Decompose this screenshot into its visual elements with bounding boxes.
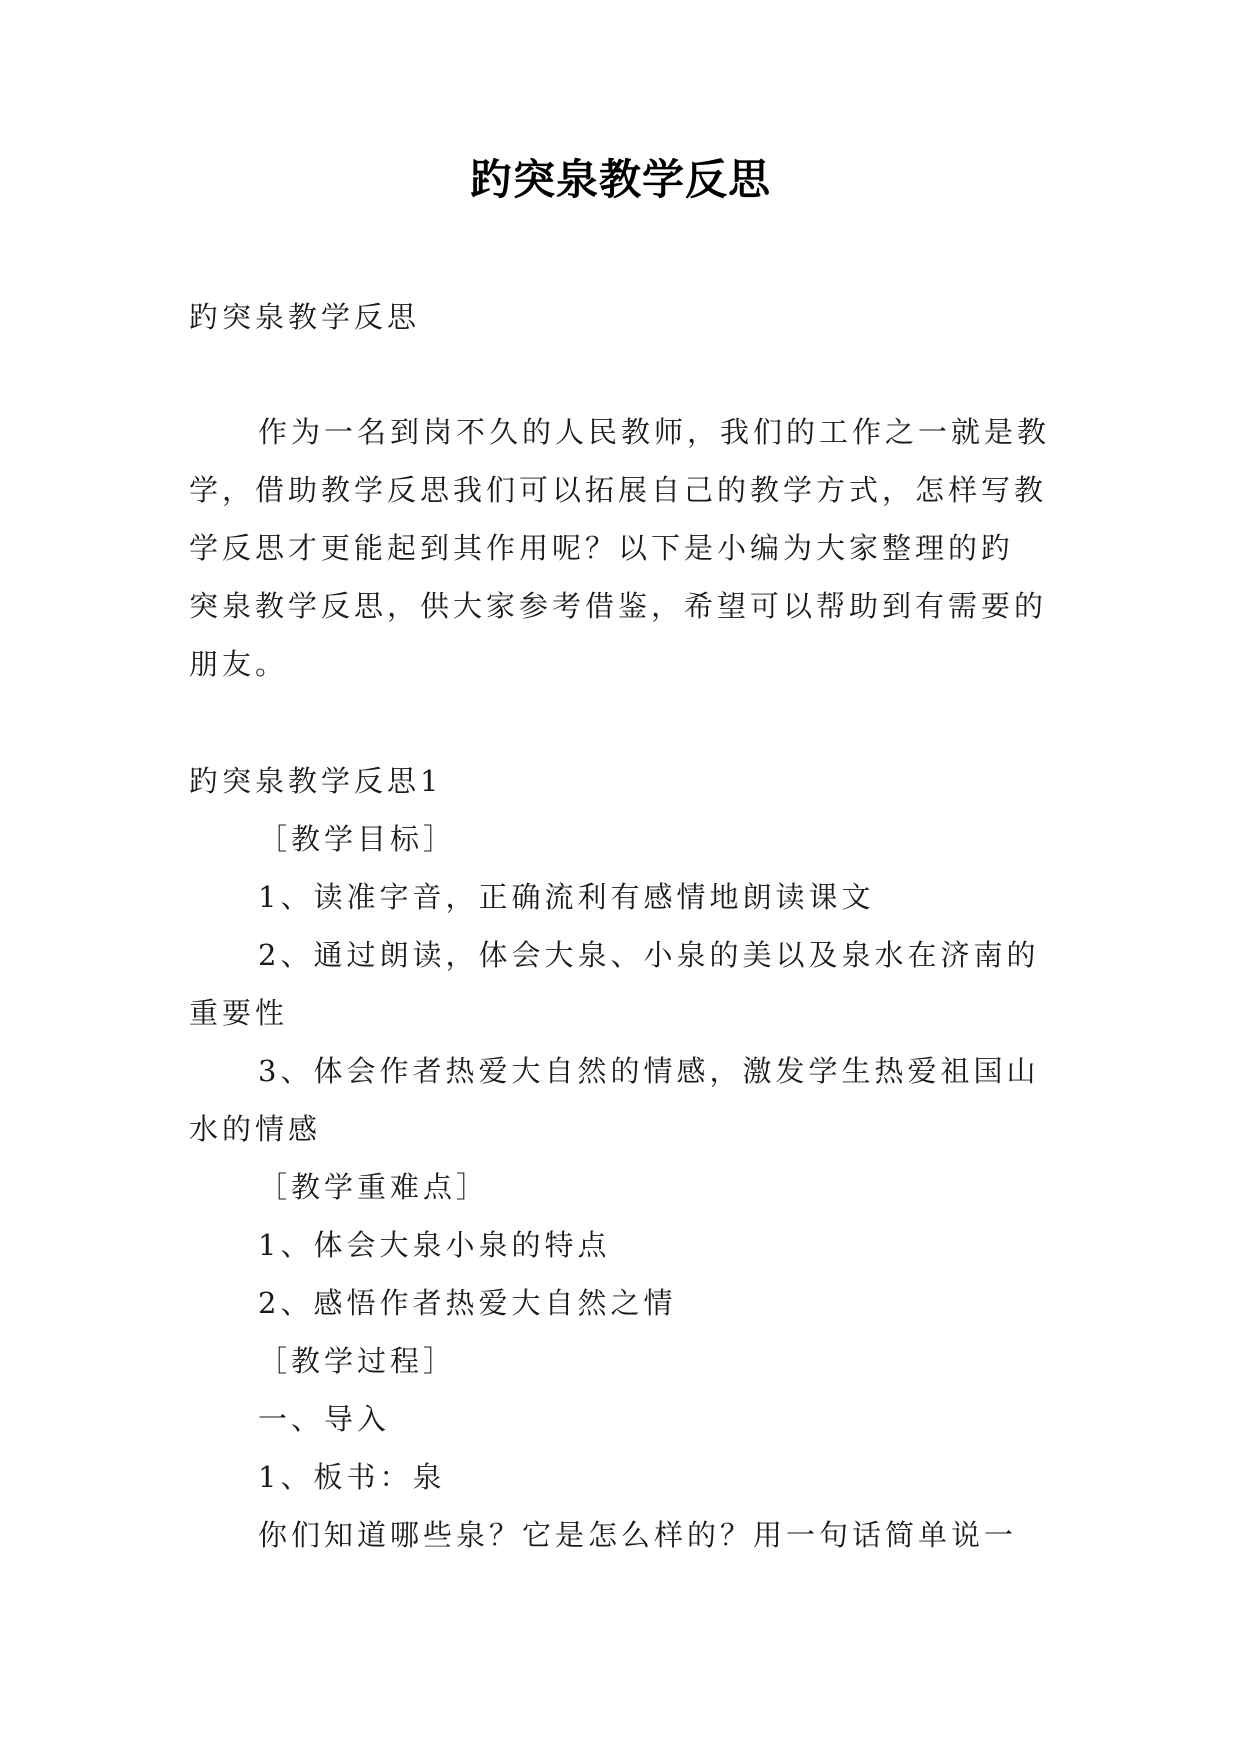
section-heading: 趵突泉教学反思1 [189,764,443,798]
process-question: 你们知道哪些泉？它是怎么样的？用一句话简单说一 [258,1518,1018,1552]
intro-line: 学反思才更能起到其作用呢？以下是小编为大家整理的趵 [189,531,1015,565]
goal-item: 2、通过朗读，体会大泉、小泉的美以及泉水在济南的 [258,938,1040,972]
process-step-item: 1、板书：泉 [258,1460,446,1494]
document-subtitle: 趵突泉教学反思 [189,300,421,334]
goal-item: 1、读准字音，正确流利有感情地朗读课文 [258,880,875,914]
process-heading: ［教学过程］ [258,1344,457,1378]
intro-line: 突泉教学反思，供大家参考借鉴，希望可以帮助到有需要的 [189,589,1048,623]
intro-line: 朋友。 [189,647,289,681]
key-point-item: 2、感悟作者热爱大自然之情 [258,1286,677,1320]
document-body [189,288,1051,1564]
goal-item-continued: 重要性 [189,996,289,1030]
goal-item-continued: 水的情感 [189,1112,322,1146]
process-step: 一、导入 [258,1402,391,1436]
goals-heading: ［教学目标］ [258,822,457,856]
key-points-heading: ［教学重难点］ [258,1170,490,1204]
key-point-item: 1、体会大泉小泉的特点 [258,1228,611,1262]
intro-paragraph [189,403,1051,693]
goal-item: 3、体会作者热爱大自然的情感，激发学生热爱祖国山 [258,1054,1040,1088]
intro-line: 学，借助教学反思我们可以拓展自己的教学方式，怎样写教 [189,473,1048,507]
section-1 [189,752,1051,1564]
intro-line: 作为一名到岗不久的人民教师，我们的工作之一就是教 [258,415,1051,449]
page-title: 趵突泉教学反思 [469,155,771,204]
